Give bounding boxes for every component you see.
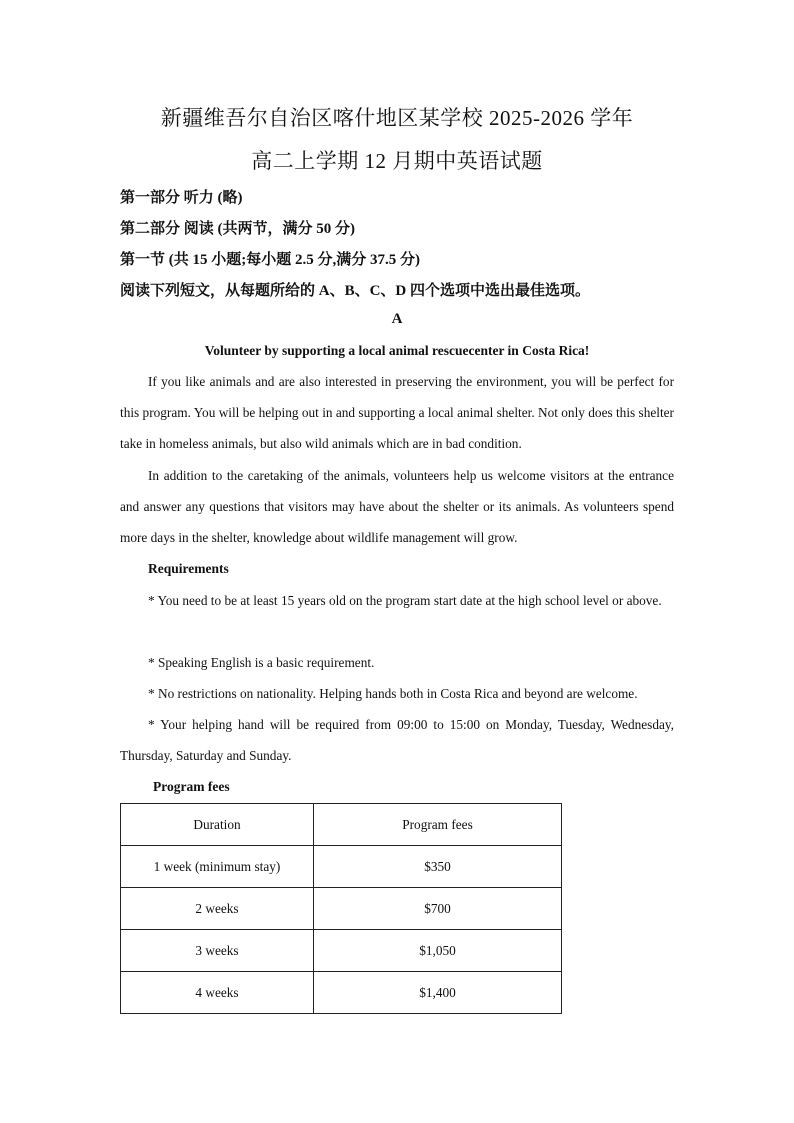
- paragraph-2: [120, 460, 674, 553]
- requirement-3-text: * No restrictions on nationality. Helping hands both in Costa Rica and beyond are welcome.: [148, 686, 638, 701]
- requirement-4: [120, 709, 674, 771]
- table-row: [121, 972, 562, 1014]
- fee-cell: $1,400: [314, 972, 562, 1014]
- requirement-3: [120, 678, 674, 709]
- requirement-2: [120, 647, 674, 678]
- fee-cell: $350: [314, 846, 562, 888]
- requirements-heading: Requirements: [148, 561, 229, 576]
- fee-cell: $1,050: [314, 930, 562, 972]
- duration-cell: 1 week (minimum stay): [121, 846, 314, 888]
- duration-cell: 2 weeks: [121, 888, 314, 930]
- part2-heading: 第二部分 阅读 (共两节，满分 50 分): [120, 221, 355, 237]
- requirement-1: [120, 585, 674, 616]
- duration-cell: 3 weeks: [121, 930, 314, 972]
- exam-title-line1: 新疆维吾尔自治区喀什地区某学校 2025-2026 学年: [160, 106, 634, 130]
- requirement-1-text: * You need to be at least 15 years old on the program start date at the high school level or above.: [148, 593, 662, 608]
- program-fees-heading: Program fees: [153, 779, 230, 794]
- section1-heading: 第一节 (共 15 小题;每小题 2.5 分,满分 37.5 分): [120, 252, 420, 268]
- passage-label: A: [391, 311, 403, 327]
- paragraph-1: [120, 366, 674, 459]
- requirement-4-text: * Your helping hand will be required from 09:00 to 15:00 on Monday, Tuesday, Wednesday, Thursday, Saturday and Sunday.: [120, 717, 674, 763]
- paragraph-2-text: In addition to the caretaking of the animals, volunteers help us welcome visitors at the entrance and answer any questions that visitors may have about the shelter or its animals. As volunteers spend more days in the shelter, knowledge about wildlife management will grow.: [120, 468, 674, 545]
- table-row: [121, 846, 562, 888]
- table-header-row: [121, 804, 562, 846]
- duration-cell: 4 weeks: [121, 972, 314, 1014]
- exam-title-line2: 高二上学期 12 月期中英语试题: [251, 149, 543, 173]
- passage-title: Volunteer by supporting a local animal rescuecenter in Costa Rica!: [204, 343, 590, 358]
- paragraph-1-text: If you like animals and are also interested in preserving the environment, you will be perfect for this program. You will be helping out in and supporting a local animal shelter. Not only does this shelter take in homeless animals, but also wild animals which are in bad condition.: [120, 374, 674, 451]
- requirement-2-text: * Speaking English is a basic requirement.: [148, 655, 375, 670]
- header-duration: Duration: [121, 804, 314, 846]
- table-row: [121, 930, 562, 972]
- program-fees-table: [120, 803, 562, 1014]
- part1-heading: 第一部分 听力 (略): [120, 190, 243, 206]
- reading-instruction: 阅读下列短文，从每题所给的 A、B、C、D 四个选项中选出最佳选项。: [120, 283, 591, 299]
- header-program-fees: Program fees: [314, 804, 562, 846]
- table-row: [121, 888, 562, 930]
- fee-cell: $700: [314, 888, 562, 930]
